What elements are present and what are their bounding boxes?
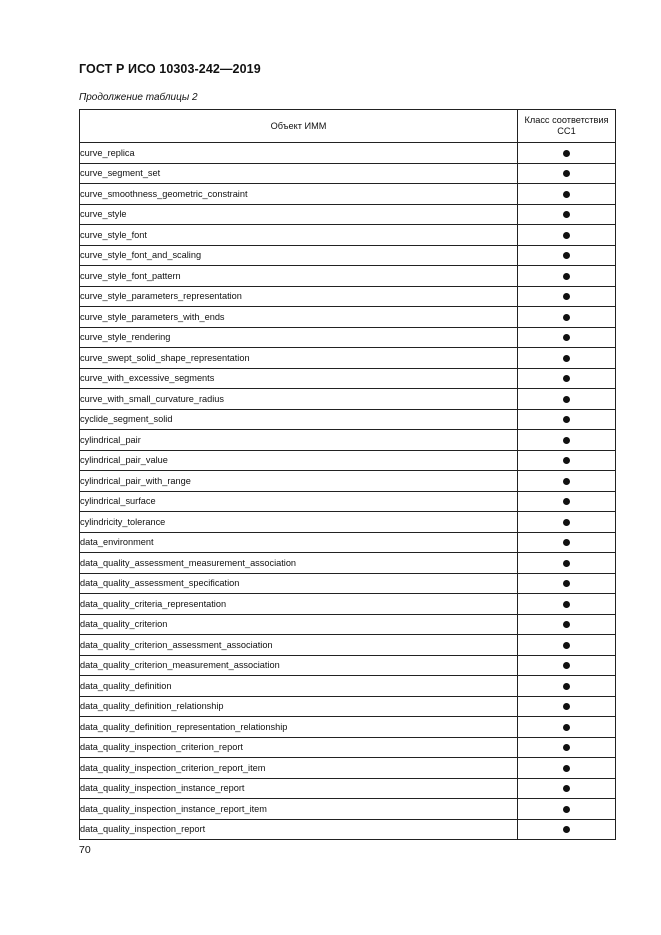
object-name-cell: curve_style_parameters_representation xyxy=(80,286,518,307)
conformance-mark-cell xyxy=(518,737,616,758)
table-row xyxy=(80,676,616,697)
table-row xyxy=(80,266,616,287)
conformance-mark-cell xyxy=(518,553,616,574)
table-row xyxy=(80,204,616,225)
table-continuation-caption: Продолжение таблицы 2 xyxy=(79,92,198,103)
filled-circle-icon xyxy=(563,396,570,403)
conformance-mark-cell xyxy=(518,594,616,615)
filled-circle-icon xyxy=(563,334,570,341)
object-name-cell: cylindricity_tolerance xyxy=(80,512,518,533)
filled-circle-icon xyxy=(563,375,570,382)
conformance-mark-cell xyxy=(518,819,616,840)
conformance-mark-cell xyxy=(518,758,616,779)
conformance-mark-cell xyxy=(518,635,616,656)
table-row xyxy=(80,778,616,799)
table-row xyxy=(80,635,616,656)
table-row xyxy=(80,143,616,164)
table-row xyxy=(80,491,616,512)
conformance-mark-cell xyxy=(518,245,616,266)
conformance-mark-cell xyxy=(518,389,616,410)
filled-circle-icon xyxy=(563,355,570,362)
object-name-cell: cylindrical_pair_with_range xyxy=(80,471,518,492)
conformance-mark-cell xyxy=(518,655,616,676)
conformance-mark-cell xyxy=(518,409,616,430)
filled-circle-icon xyxy=(563,662,570,669)
column-header-object: Объект ИММ xyxy=(80,110,518,143)
filled-circle-icon xyxy=(563,765,570,772)
conformance-mark-cell xyxy=(518,348,616,369)
table-row xyxy=(80,737,616,758)
filled-circle-icon xyxy=(563,580,570,587)
conformance-mark-cell xyxy=(518,184,616,205)
conformance-mark-cell xyxy=(518,512,616,533)
object-name-cell: curve_segment_set xyxy=(80,163,518,184)
object-name-cell: data_quality_criteria_representation xyxy=(80,594,518,615)
object-name-cell: data_quality_assessment_specification xyxy=(80,573,518,594)
table-row xyxy=(80,471,616,492)
conformance-mark-cell xyxy=(518,143,616,164)
filled-circle-icon xyxy=(563,211,570,218)
table-row xyxy=(80,819,616,840)
table-row xyxy=(80,655,616,676)
object-name-cell: data_quality_criterion xyxy=(80,614,518,635)
conformance-mark-cell xyxy=(518,614,616,635)
object-name-cell: data_quality_inspection_instance_report_item xyxy=(80,799,518,820)
table-row xyxy=(80,409,616,430)
table-row xyxy=(80,327,616,348)
object-name-cell: data_environment xyxy=(80,532,518,553)
filled-circle-icon xyxy=(563,416,570,423)
table-row xyxy=(80,799,616,820)
object-name-cell: data_quality_definition xyxy=(80,676,518,697)
table-row xyxy=(80,532,616,553)
table-row xyxy=(80,163,616,184)
object-name-cell: data_quality_definition_relationship xyxy=(80,696,518,717)
document-header: ГОСТ Р ИСО 10303-242—2019 xyxy=(79,62,261,76)
table-header-row xyxy=(80,110,616,143)
filled-circle-icon xyxy=(563,457,570,464)
table-row xyxy=(80,245,616,266)
filled-circle-icon xyxy=(563,437,570,444)
conformance-mark-cell xyxy=(518,717,616,738)
conformance-mark-cell xyxy=(518,163,616,184)
filled-circle-icon xyxy=(563,293,570,300)
object-name-cell: cylindrical_pair xyxy=(80,430,518,451)
conformance-mark-cell xyxy=(518,676,616,697)
object-name-cell: curve_with_excessive_segments xyxy=(80,368,518,389)
table-row xyxy=(80,758,616,779)
filled-circle-icon xyxy=(563,150,570,157)
object-name-cell: curve_style_rendering xyxy=(80,327,518,348)
filled-circle-icon xyxy=(563,621,570,628)
object-name-cell: data_quality_inspection_criterion_report_item xyxy=(80,758,518,779)
object-name-cell: curve_swept_solid_shape_representation xyxy=(80,348,518,369)
filled-circle-icon xyxy=(563,519,570,526)
object-name-cell: cylindrical_surface xyxy=(80,491,518,512)
filled-circle-icon xyxy=(563,170,570,177)
table-row xyxy=(80,389,616,410)
table-row xyxy=(80,696,616,717)
conformance-class-code: CC1 xyxy=(557,126,576,136)
conformance-mark-cell xyxy=(518,450,616,471)
conformance-mark-cell xyxy=(518,225,616,246)
conformance-mark-cell xyxy=(518,532,616,553)
object-name-cell: curve_smoothness_geometric_constraint xyxy=(80,184,518,205)
filled-circle-icon xyxy=(563,642,570,649)
filled-circle-icon xyxy=(563,724,570,731)
filled-circle-icon xyxy=(563,314,570,321)
conformance-mark-cell xyxy=(518,307,616,328)
object-name-cell: curve_style xyxy=(80,204,518,225)
page-number: 70 xyxy=(79,844,91,856)
conformance-mark-cell xyxy=(518,430,616,451)
table-row xyxy=(80,184,616,205)
filled-circle-icon xyxy=(563,683,570,690)
table-row xyxy=(80,573,616,594)
table-row xyxy=(80,368,616,389)
object-name-cell: cylindrical_pair_value xyxy=(80,450,518,471)
conformance-mark-cell xyxy=(518,778,616,799)
filled-circle-icon xyxy=(563,744,570,751)
object-name-cell: data_quality_inspection_criterion_report xyxy=(80,737,518,758)
filled-circle-icon xyxy=(563,785,570,792)
conformance-mark-cell xyxy=(518,286,616,307)
table-row xyxy=(80,594,616,615)
table-row xyxy=(80,430,616,451)
object-name-cell: curve_style_parameters_with_ends xyxy=(80,307,518,328)
column-header-conformance-class xyxy=(518,110,616,143)
object-name-cell: data_quality_assessment_measurement_association xyxy=(80,553,518,574)
filled-circle-icon xyxy=(563,252,570,259)
table-row xyxy=(80,553,616,574)
object-name-cell: curve_style_font_pattern xyxy=(80,266,518,287)
table-row xyxy=(80,307,616,328)
filled-circle-icon xyxy=(563,273,570,280)
object-name-cell: cyclide_segment_solid xyxy=(80,409,518,430)
object-name-cell: data_quality_inspection_instance_report xyxy=(80,778,518,799)
filled-circle-icon xyxy=(563,703,570,710)
conformance-mark-cell xyxy=(518,204,616,225)
table-row xyxy=(80,225,616,246)
conformance-mark-cell xyxy=(518,799,616,820)
conformance-mark-cell xyxy=(518,491,616,512)
conformance-mark-cell xyxy=(518,368,616,389)
filled-circle-icon xyxy=(563,498,570,505)
filled-circle-icon xyxy=(563,601,570,608)
table-row xyxy=(80,512,616,533)
table-body xyxy=(80,143,616,840)
object-name-cell: curve_with_small_curvature_radius xyxy=(80,389,518,410)
filled-circle-icon xyxy=(563,232,570,239)
table-row xyxy=(80,614,616,635)
conformance-mark-cell xyxy=(518,471,616,492)
filled-circle-icon xyxy=(563,826,570,833)
table-row xyxy=(80,348,616,369)
object-name-cell: curve_style_font_and_scaling xyxy=(80,245,518,266)
object-name-cell: curve_replica xyxy=(80,143,518,164)
table-row xyxy=(80,286,616,307)
conformance-mark-cell xyxy=(518,327,616,348)
conformance-mark-cell xyxy=(518,696,616,717)
conformance-class-label: Класс соответствия xyxy=(524,115,609,125)
conformance-table xyxy=(79,109,616,840)
filled-circle-icon xyxy=(563,478,570,485)
table-row xyxy=(80,450,616,471)
object-name-cell: data_quality_definition_representation_relationship xyxy=(80,717,518,738)
table-row xyxy=(80,717,616,738)
filled-circle-icon xyxy=(563,560,570,567)
conformance-mark-cell xyxy=(518,573,616,594)
filled-circle-icon xyxy=(563,191,570,198)
filled-circle-icon xyxy=(563,539,570,546)
conformance-mark-cell xyxy=(518,266,616,287)
object-name-cell: data_quality_inspection_report xyxy=(80,819,518,840)
filled-circle-icon xyxy=(563,806,570,813)
object-name-cell: data_quality_criterion_measurement_association xyxy=(80,655,518,676)
object-name-cell: curve_style_font xyxy=(80,225,518,246)
object-name-cell: data_quality_criterion_assessment_association xyxy=(80,635,518,656)
